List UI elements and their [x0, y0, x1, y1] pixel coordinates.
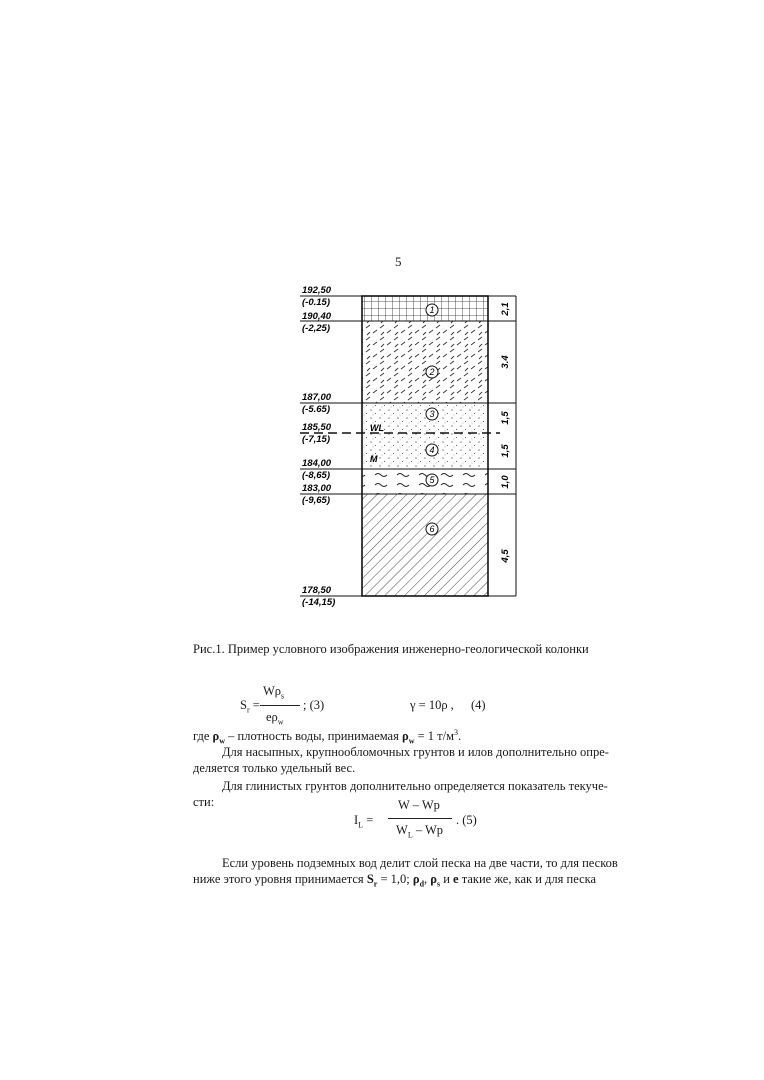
rho-symbol: ρ — [401, 729, 409, 744]
depth-label: (-9,65) — [302, 495, 330, 506]
formula-3-num-text: Wρ — [263, 684, 282, 698]
formula-4: γ = 10ρ , — [410, 698, 454, 712]
paragraph-line: деляется только удельный вес. — [193, 761, 356, 775]
paragraph-line: Если уровень подземных вод делит слой песка на две части, то для песков — [222, 856, 618, 870]
formula-5-lhs — [354, 813, 373, 830]
formula-5-denominator — [396, 823, 443, 840]
figure-caption: Рис.1. Пример условного изображения инженерно-геологической колонки — [193, 642, 589, 656]
sr-symbol: S — [366, 872, 374, 886]
text-run: такие же, как и для песка — [458, 872, 597, 886]
formula-5-subscript: L — [358, 820, 364, 830]
text-run: = 1 т/м — [414, 729, 454, 744]
formula-3-lhs — [240, 698, 260, 715]
text-run: – плотность воды, принимаемая — [225, 729, 402, 744]
elevation-label: 185,50 — [302, 422, 332, 433]
rho-subscript: s — [436, 879, 441, 889]
rho-symbol: ρ — [212, 729, 220, 744]
paragraph-line: Для глинистых грунтов дополнительно определяется показатель текуче- — [222, 779, 608, 793]
layer-6-fill — [362, 494, 488, 596]
elevation-label: 187,00 — [302, 392, 332, 403]
elevation-label: 183,00 — [302, 483, 332, 494]
depth-label: (-0.15) — [302, 297, 330, 308]
formula-3-num-sub: s — [281, 691, 285, 701]
fraction-bar — [260, 705, 300, 706]
formula-3-equals: = — [252, 698, 260, 712]
formula-3-symbol: S — [240, 698, 247, 712]
depth-label: (-7,15) — [302, 434, 330, 445]
page-number: 5 — [395, 254, 402, 269]
layer-number: 4 — [429, 445, 435, 455]
formula-5-symbol: I — [354, 813, 359, 827]
rho-symbol: ρ — [430, 872, 437, 886]
thickness-label: 3.4 — [500, 355, 511, 369]
marker-label: M — [370, 454, 378, 464]
layer-5-fill — [362, 469, 488, 494]
rho-subscript: d — [419, 879, 425, 889]
rho-subscript: w — [408, 736, 415, 746]
paragraph-line: сти: — [193, 795, 215, 809]
layer-number: 6 — [429, 524, 435, 534]
paragraph-line: Для насыпных, крупнообломочных грунтов и илов дополнительно опре- — [222, 745, 609, 759]
text-run: где — [193, 729, 213, 744]
layer-1-fill — [362, 296, 488, 321]
formula-5-ref: . (5) — [456, 813, 477, 827]
layer-4-fill — [362, 433, 488, 469]
text-run: . — [458, 729, 462, 744]
formula-5-numerator: W – Wp — [398, 798, 440, 812]
rho-symbol: ρ — [412, 872, 420, 886]
formula-5-den-text: – Wp — [412, 823, 444, 837]
elevation-label: 192,50 — [302, 285, 332, 296]
layer-number: 1 — [429, 305, 435, 315]
layer-2-fill — [362, 321, 488, 403]
formula-3-ref: ; (3) — [303, 698, 325, 712]
thickness-label: 1,5 — [500, 444, 511, 458]
thickness-label: 4,5 — [500, 549, 511, 563]
sr-subscript: r — [373, 879, 378, 889]
fraction-bar — [388, 818, 452, 819]
depth-label: (-8,65) — [302, 470, 330, 481]
elevation-label: 184,00 — [302, 458, 332, 469]
elevation-label: 178,50 — [302, 585, 332, 596]
formula-5-equals: = — [366, 813, 374, 827]
formula-3-denominator — [266, 710, 284, 727]
formula-4-ref: (4) — [471, 698, 486, 712]
text-line-density — [193, 728, 461, 746]
text-run: , — [424, 872, 431, 886]
layer-number: 5 — [429, 475, 435, 485]
text-run: = 1,0; — [377, 872, 413, 886]
formula-3-numerator — [263, 684, 284, 701]
formula-5-den-sub: L — [407, 830, 413, 840]
thickness-label: 1,0 — [500, 475, 511, 489]
water-level-label: WL — [370, 423, 384, 433]
text-run: и — [440, 872, 454, 886]
formula-5-den-text: W — [396, 823, 408, 837]
text-run: ниже этого уровня принимается — [193, 872, 367, 886]
elevation-label: 190,40 — [302, 311, 332, 322]
layer-number: 2 — [429, 367, 435, 377]
e-symbol: e — [453, 872, 459, 886]
rho-subscript: w — [219, 736, 226, 746]
depth-label: (-2,25) — [302, 323, 330, 334]
thickness-label: 1,5 — [500, 411, 511, 425]
depth-label: (-14,15) — [302, 597, 336, 608]
thickness-label: 2,1 — [500, 302, 511, 316]
superscript: 3 — [454, 728, 458, 737]
formula-3-subscript: r — [246, 705, 250, 715]
layer-number: 3 — [429, 409, 435, 419]
paragraph-line — [193, 872, 596, 889]
formula-3-den-text: eρ — [266, 710, 278, 724]
formula-3-den-sub: w — [277, 717, 284, 727]
depth-label: (-5.65) — [302, 404, 330, 415]
